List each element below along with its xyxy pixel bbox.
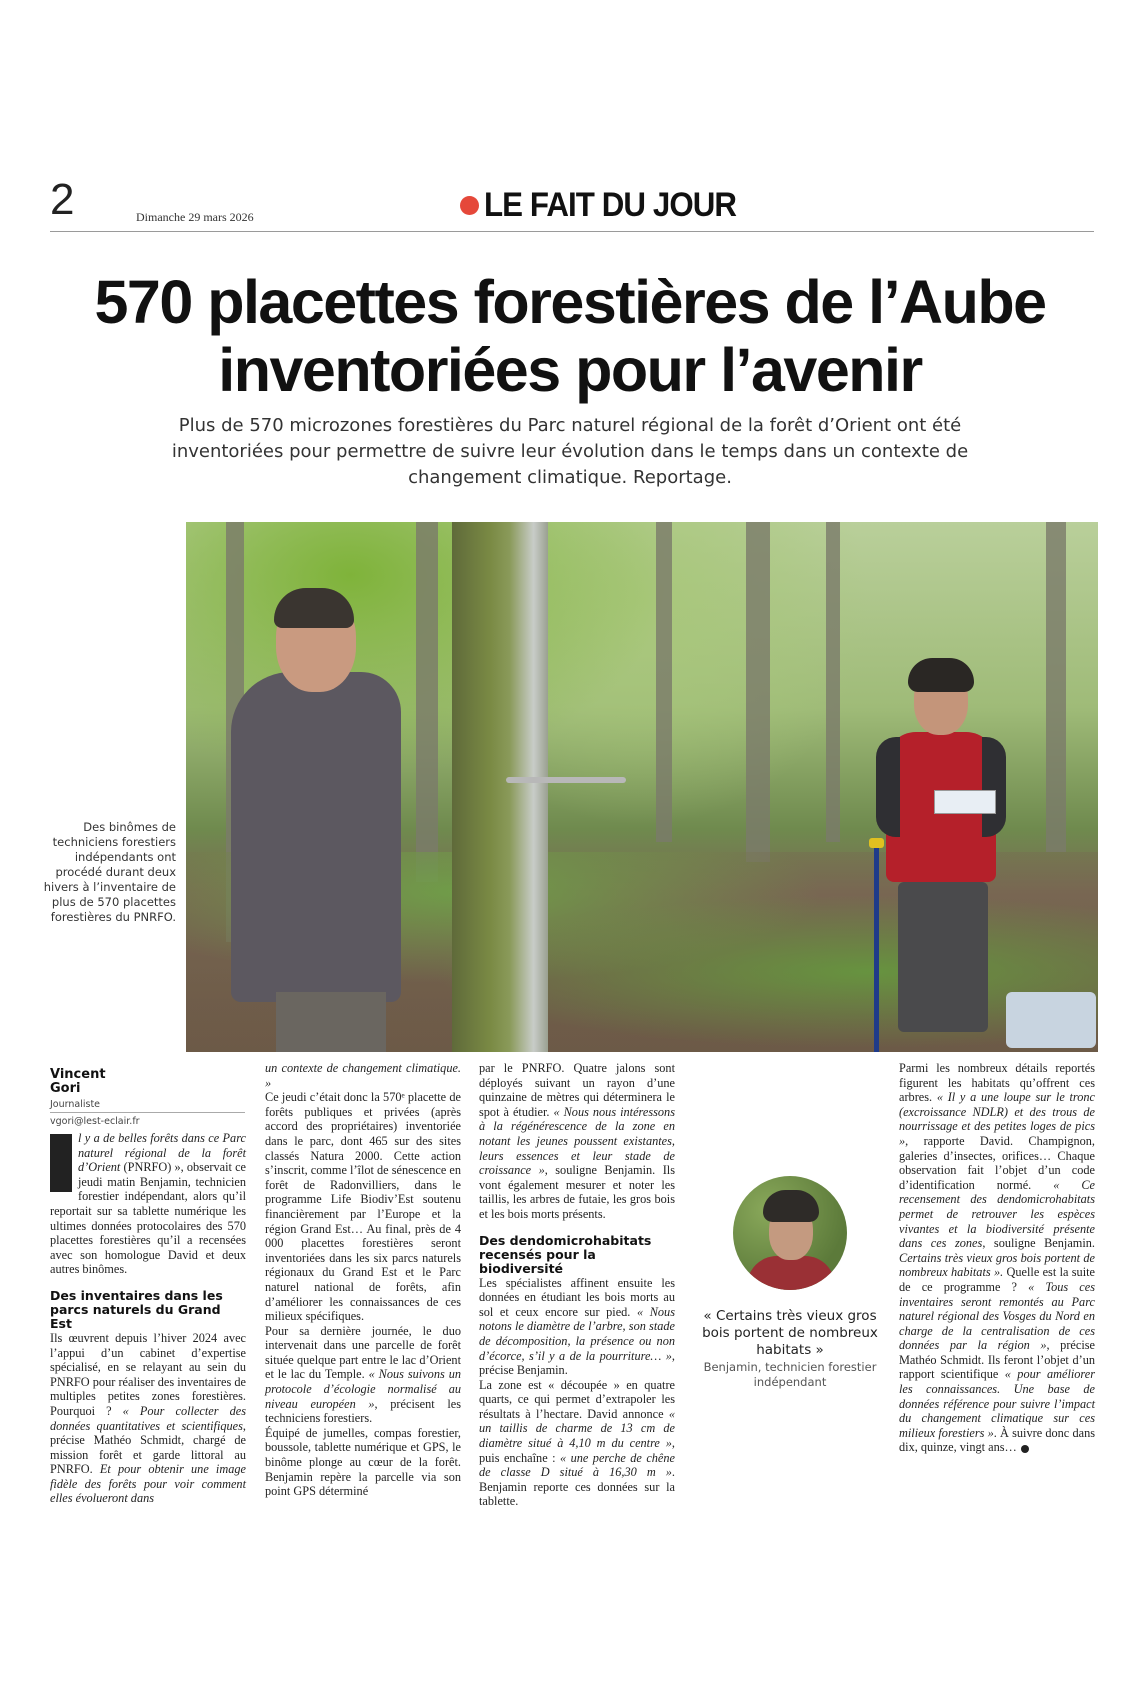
portrait-avatar xyxy=(733,1176,847,1290)
background-tree xyxy=(746,522,770,862)
background-tree xyxy=(826,522,840,842)
article-column-5 xyxy=(899,1061,1095,1455)
section-rubric xyxy=(460,188,758,222)
equipment-bag xyxy=(1006,992,1096,1048)
end-of-article-bullet-icon xyxy=(1021,1445,1029,1453)
byline xyxy=(50,1068,245,1127)
technician-left xyxy=(231,672,401,1002)
main-photo xyxy=(186,522,1098,1052)
article-column-2 xyxy=(265,1061,461,1499)
author-email[interactable]: vgori@lest-eclair.fr xyxy=(50,1116,140,1127)
paragraph: Ils œuvrent depuis l’hiver 2024 avec l’appui d’un cabinet d’expertise spécialisé, en se relayant au sein du PNRFO pour réaliser des inventaires de multiples petites zones forestières. Pourquoi ? « Pour collecter des données quantitatives et scientifiques, précise Mathéo Schmidt, chargé de mission forêt et garde littoral au PNRFO. Et pour obtenir une image fidèle des forêts pour voir comment elles évolueront dans xyxy=(50,1330,246,1506)
background-tree xyxy=(1046,522,1066,852)
article-standfirst: Plus de 570 microzones forestières du Parc naturel régional de la forêt d’Orient ont été inventoriées pour permettre de suivre leur évolution dans le temps dans un contexte de changement climatique. Reportage. xyxy=(171,415,969,488)
pull-quote-text: « Certains très vieux gros bois portent de nombreux habitats » xyxy=(702,1308,878,1358)
article-column-3 xyxy=(479,1061,675,1509)
forest-caliper xyxy=(506,777,626,783)
technician-right-sleeves xyxy=(876,737,1006,837)
red-dot-icon xyxy=(460,196,479,215)
mossy-tree-trunk xyxy=(452,522,548,1052)
portrait-hair xyxy=(763,1190,819,1222)
paragraph: un contexte de changement climatique. » xyxy=(265,1061,461,1090)
paragraph: l y a de belles forêts dans ce Parc naturel régional de la forêt d’Orient (PNRFO) », observait ce jeudi matin Benjamin, technicien forestier indépendant, alors qu’il reportait sur sa tablette numérique les ultimes données protocolaires des 570 placettes forestières qu’il a recensées avec son homologue David et deux autres binômes. xyxy=(50,1131,246,1277)
article-column-1 xyxy=(50,1131,246,1506)
technician-left-legs xyxy=(276,992,386,1052)
paragraph: Les spécialistes affinent ensuite les données en étudiant les bois morts au sol et ceux encore sur pied. « Nous notons le diamètre de l’arbre, son stade de décomposition, la présence ou non d’écorce, s’il y a de la pourriture… », précise Benjamin. xyxy=(479,1275,675,1378)
article-headline: 570 placettes forestières de l’Aube inventoriées pour l’avenir xyxy=(94,268,1046,404)
publication-date: Dimanche 29 mars 2026 xyxy=(136,210,254,224)
background-tree xyxy=(416,522,438,882)
subheading: Des dendomicrohabitats recensés pour la biodiversité xyxy=(479,1232,652,1276)
author-last-name: Gori xyxy=(50,1081,81,1096)
gps-pole xyxy=(874,842,879,1052)
technician-right-legs xyxy=(898,882,988,1032)
rubric-label: LE FAIT DU JOUR xyxy=(484,186,737,224)
tablet xyxy=(934,790,996,814)
paragraph: Équipé de jumelles, compas forestier, boussole, tablette numérique et GPS, le binôme plonge au cœur de la forêt. Benjamin repère la parcelle via son point GPS déterminé xyxy=(265,1425,461,1499)
paragraph: La zone est « découpée » en quatre quarts, ce qui permet d’extrapoler les résultats à l’hectare. David annonce « un taillis de charme de 13 cm de diamètre situé à 4,10 m du centre », puis enchaîne : « une perche de chêne de classe D situé à 16,30 m ». Benjamin reporte ces données sur la tablette. xyxy=(479,1377,675,1509)
portrait-body xyxy=(747,1256,835,1290)
pull-quote-attribution: Benjamin, technicien forestier indépendant xyxy=(703,1360,877,1389)
gps-receiver xyxy=(869,838,884,848)
author-role: Journaliste xyxy=(50,1099,245,1113)
paragraph: Pour sa dernière journée, le duo intervenait dans une parcelle de forêt située quelque part entre le lac d’Orient et le lac du Temple. « Nous suivons un protocole d’écologie normalisé au niveau européen », précisent les techniciens forestiers. xyxy=(265,1323,461,1426)
paragraph: Parmi les nombreux détails reportés figurent les habitats qu’offrent ces arbres. « Il y a une loupe sur le tronc (excroissance NDLR) et des trous de nourrissage et des petites loges de pics », rapporte David. Champignon, galeries d’insectes, orifices… Chaque observation fait l’objet d’un code d’identification normé. « Ce recensement des dendomicrohabitats permet de retrouver les espèces vivantes et la biodiversité présente dans ces zones, souligne Benjamin. Certains très vieux gros bois portent de nombreux habitats ». Quelle est la suite de ce programme ? « Tous ces inventaires seront remontés au Parc naturel régional des Vosges du Nord en charge de la centralisation de ces données par la région », précise Mathéo Schmidt. Ils feront l’objet d’un rapport scientifique « pour améliorer les connaissances. Une base de données référence pour suivre l’impact du changement climatique sur ces milieux forestiers ». À suivre donc dans dix, quinze, vingt ans… xyxy=(899,1061,1096,1455)
paragraph: Ce jeudi c’était donc la 570ᵉ placette de forêts publiques et privées (après accord des propriétaires) inventoriée dans le parc, dont 465 sur des sites classés Natura 2000. Cette action s’inscrit, comme l’îlot de sénescence en forêt de Radonvilliers, dans le programme Life Biodiv’Est soutenu financièrement par l’Europe et la région Grand Est… Au final, près de 4 000 placettes forestières seront inventoriées dans les six parcs naturels régionaux du Grand Est et le Parc naturel national de forêts, afin d’améliorer les connaissances de ces milieux spécifiques. xyxy=(265,1090,461,1324)
photo-caption: Des binômes de techniciens forestiers indépendants ont procédé durant deux hivers à l’inventaire de plus de 570 placettes forestières du PNRFO. xyxy=(43,820,176,924)
background-tree xyxy=(656,522,672,842)
paragraph: par le PNRFO. Quatre jalons sont déployés suivant un rayon d’une quinzaine de mètres qui déterminera le spot à étudier. « Nous nous intéressons à la régénérescence de la zone en notant les jeunes poussent existantes, leurs essences et leur stade de croissance », souligne Benjamin. Ils vont également mesurer et noter les taillis, les arbres de futaie, les gros bois et les bois morts présents. xyxy=(479,1061,675,1221)
page-number: 2 xyxy=(50,175,75,224)
technician-right-hair xyxy=(908,658,974,692)
technician-left-hair xyxy=(274,588,354,628)
author-first-name: Vincent xyxy=(50,1067,106,1082)
page-header xyxy=(50,176,1094,232)
dropcap-block xyxy=(50,1134,72,1192)
subheading: Des inventaires dans les parcs naturels du Grand Est xyxy=(50,1287,223,1331)
pull-quote xyxy=(690,1176,890,1390)
